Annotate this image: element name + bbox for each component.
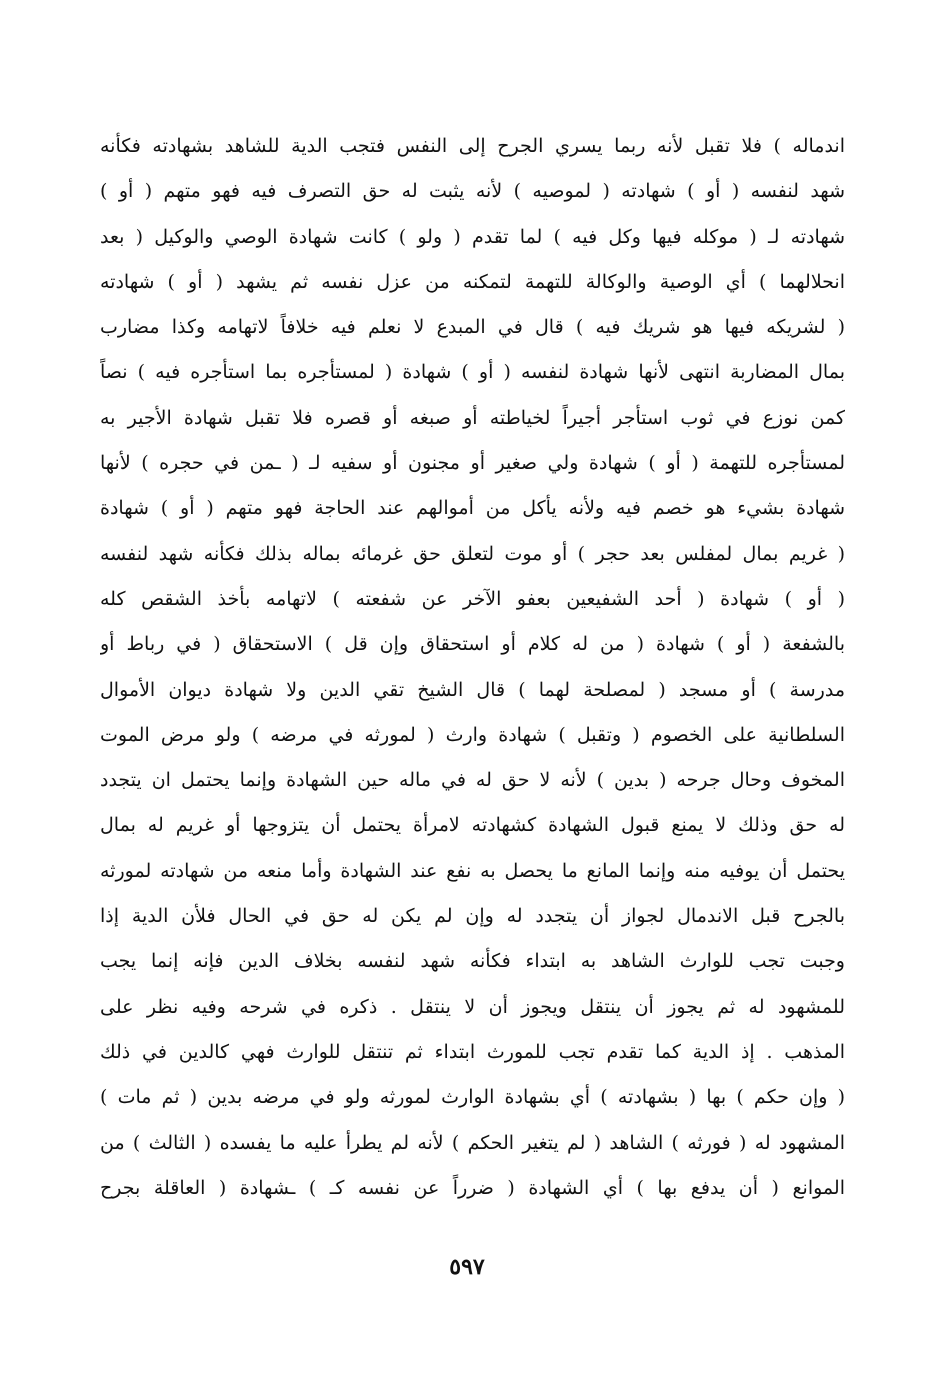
text-line: وجبت تجب للوارث الشاهد به ابتداء فكأنه شهد لنفسه بخلاف الدين فإنه إنما يجب	[100, 950, 845, 973]
text-line: يحتمل أن يوفيه منه وإنما المانع ما يحصل به نفع عند الشهادة وأما منعه من شهادته لمورثه	[100, 859, 845, 882]
text-line: ( غريم بمال لمفلس بعد حجر ) أو موت لتعلق حق غرمائه بماله بذلك فكأنه شهد لنفسه	[100, 542, 845, 565]
text-line: بالجرح قبل الاندمال لجواز أن يتجدد له وإن لم يكن له حق في الحال فلأن الدية إذا	[100, 905, 845, 928]
text-line: بالشفعة ( أو ) شهادة ( من له كلام أو استحقاق وإن قل ) الاستحقاق ( في رباط أو	[100, 633, 845, 656]
text-line: شهادته لـ ( موكله فيها وكل فيه ) لما تقدم ( ولو ) كانت شهادة الوصي والوكيل ( بعد	[100, 225, 845, 248]
text-line: السلطانية على الخصوم ( وتقبل ) شهادة وارث ( لمورثه في مرضه ) ولو مرض الموت	[100, 723, 845, 746]
text-line: للمشهود له ثم يجوز أن ينتقل ويجوز أن لا ينتقل . ذكره في شرحه وفيه نظر على	[100, 995, 845, 1018]
text-line: بمال المضاربة انتهى لأنها شهادة لنفسه ( أو ) شهادة ( لمستأجره بما استأجره فيه ) نصاً	[100, 361, 845, 384]
text-line: ( وإن حكم ) بها ( بشهادته ) أي بشهادة الوارث لمورثه ولو في مرضه بدين ( ثم مات )	[100, 1086, 845, 1109]
text-line: لمستأجره للتهمة ( أو ) شهادة ولي صغير أو مجنون أو سفيه لـ ( ـمن في حجره ) لأنها	[100, 452, 845, 475]
text-line: ( لشريكه فيها هو شريك فيه ) قال في المبدع لا نعلم فيه خلافاً لاتهامه وكذا مضارب	[100, 316, 845, 339]
text-line: مدرسة ) أو مسجد ( لمصلحة لهما ) قال الشيخ تقي الدين ولا شهادة ديوان الأموال	[100, 678, 845, 701]
body-text	[100, 124, 845, 1211]
text-line: المذهب . إذ الدية كما تقدم تجب للمورث ابتداء ثم تنتقل للوارث فهي كالدين في ذلك	[100, 1040, 845, 1063]
page-number: ٥٩٧	[449, 1254, 485, 1280]
text-line: شهادة بشيء هو خصم فيه ولأنه يأكل من أموالهم عند الحاجة فهو متهم ( أو ) شهادة	[100, 497, 845, 520]
text-line: شهد لنفسه ( أو ) شهادته ( لموصيه ) لأنه يثبت له حق التصرف فيه فهو متهم ( أو )	[100, 180, 845, 203]
text-line: انحلالهما ) أي الوصية والوكالة للتهمة لتمكنه من عزل نفسه ثم يشهد ( أو ) شهادته	[100, 270, 845, 293]
text-line: المخوف وحال جرحه ( بدين ) لأنه لا حق له في ماله حين الشهادة وإنما يحتمل ان يتجدد	[100, 769, 845, 792]
text-line: ( أو ) شهادة ( أحد الشفيعين بعفو الآخر عن شفعته ) لاتهامه بأخذ الشقص كله	[100, 587, 845, 610]
text-line: له حق وذلك لا يمنع قبول الشهادة كشهادته لامرأة يحتمل أن يتزوجها أو غريم له بمال	[100, 814, 845, 837]
text-line: الموانع ( أن يدفع بها ) أي الشهادة ( ضرراً عن نفسه كـ ) ـشهادة ( العاقلة بجرح	[100, 1176, 845, 1199]
text-line: كمن نوزع في ثوب استأجر أجيراً لخياطته أو صبغه أو قصره فلا تقبل شهادة الأجير به	[100, 406, 845, 429]
text-line: اندماله ) فلا تقبل لأنه ربما يسري الجرح إلى النفس فتجب الدية للشاهد بشهادته فكأنه	[100, 135, 845, 157]
text-line: المشهود له ( فورثه ) الشاهد ( لم يتغير الحكم ) لأنه لم يطرأ عليه ما يفسده ( الثالث ) من	[100, 1131, 845, 1154]
